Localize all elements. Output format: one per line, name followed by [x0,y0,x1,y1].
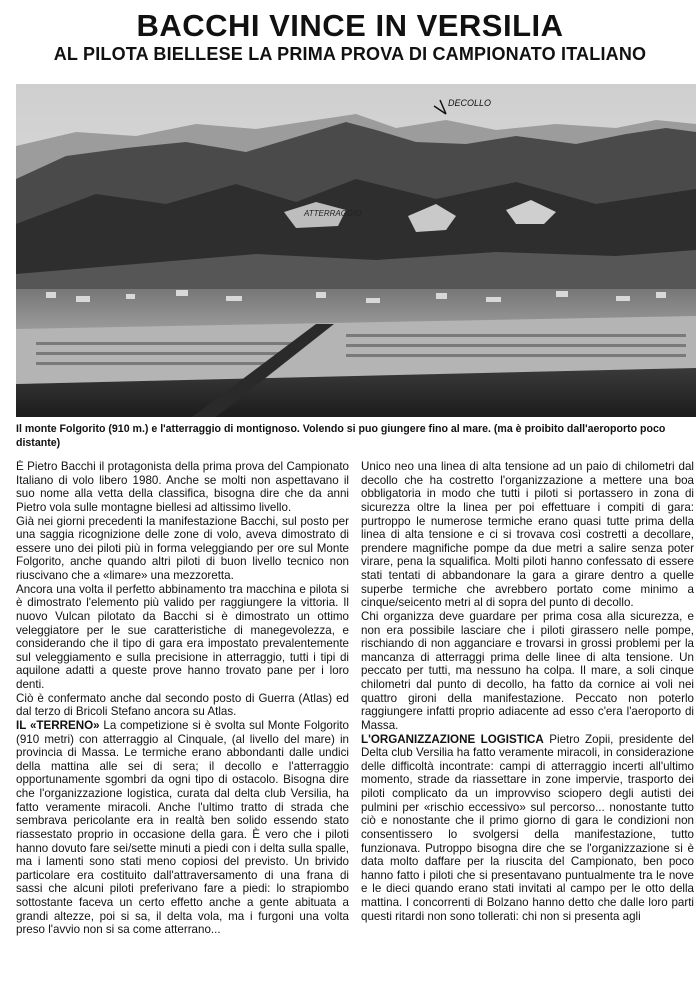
terreno-heading: IL «TERRENO» [16,718,100,732]
landing-label: ATTERRAGGIO [304,209,362,218]
paragraph: Già nei giorni precedenti la manifestazione Bacchi, sul posto per una saggia ricognizione delle zone di volo, aveva dimostrato di essere uno dei piloti più in forma veleggiando per ore sul Monte Folgorito, anche quando altri piloti di buon livello tecnico non riuscivano che a «limare» una mezzoretta. [16,514,349,582]
takeoff-label: DECOLLO [448,98,492,108]
logistica-text: Pietro Zopii, presidente del Delta club Versilia ha fatto veramente miracoli, in considerazione delle difficoltà incontrate: campi di atterraggio incerti all'ultimo momento, strade da riassettare in zone impervie, trasporto dei piloti complicato da un improvviso sciopero degli autisti dei pulmini per «rischio eccessivo» sul percorso... nonostante tutto ciò e nonostante che il primo giorno di gara le condizioni non consentissero lo svolgersi della manifestazione, tutto funzionava. Putroppo bisogna dire che se l'organizzazione si è data molto daffare per la riuscita del Campionato, ben poco hanno fatto i piloti che si presentavano puntualmente tra le nove e le dieci quando erano stati invitati al campo per le otto della mattina. I concorrenti di Bolzano hanno detto che dalle loro parti questi ritardi non sono tollerati: chi non si presenta agli [361,732,694,923]
terreno-section [16,719,349,937]
paragraph: Unico neo una linea di alta tensione ad un paio di chilometri dal decollo che ha costretto l'organizzazione a mettere una boa obbligatoria in modo che tutti i piloti si portassero in zona di sicurezza oltre la linea per poi effettuare i compiti di gara: purtroppo le numerose termiche erano quasi tutte prima della linea di alta tensione e ci si trovava così costretti a decollare, prendere magnifiche pompe da due metri a salire senza poter virare, pena la squalifica. Molti piloti hanno confessato di essere stati tentati di abbandonare la gara a girare dentro a quelle superbe termiche che avrebbero portato come minimo a cinque/seicento metri al di sopra del punto di decollo. [361,460,694,610]
paragraph: Ciò è confermato anche dal secondo posto di Guerra (Atlas) ed dal terzo di Bricoli Stefano ancora su Atlas. [16,691,349,719]
paragraph: Chi organizza deve guardare per prima cosa alla sicurezza, e non era possibile lasciare che i piloti girassero nelle pompe, rischiando di non agganciare e trovarsi in grossi problemi per la mancanza di atterraggi prima delle linee di alta tensione. Un peccato per tutti, ma nessuno ha colpa. Il mare, a soli cinque chilometri dal punto di decollo, ha fatto da cornice ai voli nei quattro gironi della manifestazione. Peccato non poterlo raggiungere infatti proprio adiacente ad esso c'era l'aeroporto di Massa. [361,609,694,732]
photo-caption: Il monte Folgorito (910 m.) e l'atterraggio di montignoso. Volendo si puo giungere fino al mare. (ma è proibito dall'aeroporto poco distante) [16,423,666,449]
photo-monte-folgorito [16,84,696,417]
subheadline: AL PILOTA BIELLESE LA PRIMA PROVA DI CAMPIONATO ITALIANO [53,44,647,64]
logistica-section [361,733,694,924]
terreno-text: La competizione si è svolta sul Monte Folgorito (910 metri) con atterraggio al Cinquale, (al livello del mare) in provincia di Massa. Le termiche erano abbondanti dalle undici della mattina alle sei di sera; il decollo e l'atterraggio opportunamente sgombri da ogni tipo di ostacolo. Bisogna dire che l'organizzazione logistica, curata dal delta club Versilia, ha fatto veramente miracoli. Anche l'ultimo tratto di strada che sembrava pericolante era in realtà ben solido essendo stato riassestato proprio in occasione della gara. È vero che i piloti hanno dovuto fare sei/sette minuti a piedi con i delta sulla spalle, ma i lamenti sono stati meno copiosi del previsto. Un brivido particolare era costituito dall'attraversamento di una frana di sassi che alcuni piloti preferivano fare a piedi: lo strapiombo sottostante faceva un certo effetto anche a gente abituata a grandi altezze, poi si sa, il delta vola, ma i furgoni una volta preso l'avvio non si sa come atterrano... [16,718,349,937]
left-column [16,460,349,985]
paragraph: È Pietro Bacchi il protagonista della prima prova del Campionato Italiano di volo libero 1980. Anche se molti non aspettavano il suo nome alla vetta della classifica, bisogna dire che da anni Pietro vola sulle montagne biellesi ad altissimo livello. [16,460,349,514]
logistica-heading: L'ORGANIZZAZIONE LOGISTICA [361,732,544,746]
headline: BACCHI VINCE IN VERSILIA [136,8,564,43]
paragraph: Ancora una volta il perfetto abbinamento tra macchina e pilota si è dimostrato l'elemento più valido per raggiungere la vittoria. Il nuovo Vulcan pilotato da Bacchi si è dimostrato un ottimo veleggiatore per le sue caratteristiche di manegevolezza, e considerando che il tipo di gara era impostato prevalentemente sul veleggiamento e sulla precisione in atterraggio, tutti i tipi di aquilone adatti a queste prove hanno trovato pane per i loro denti. [16,582,349,691]
right-column [361,460,694,985]
